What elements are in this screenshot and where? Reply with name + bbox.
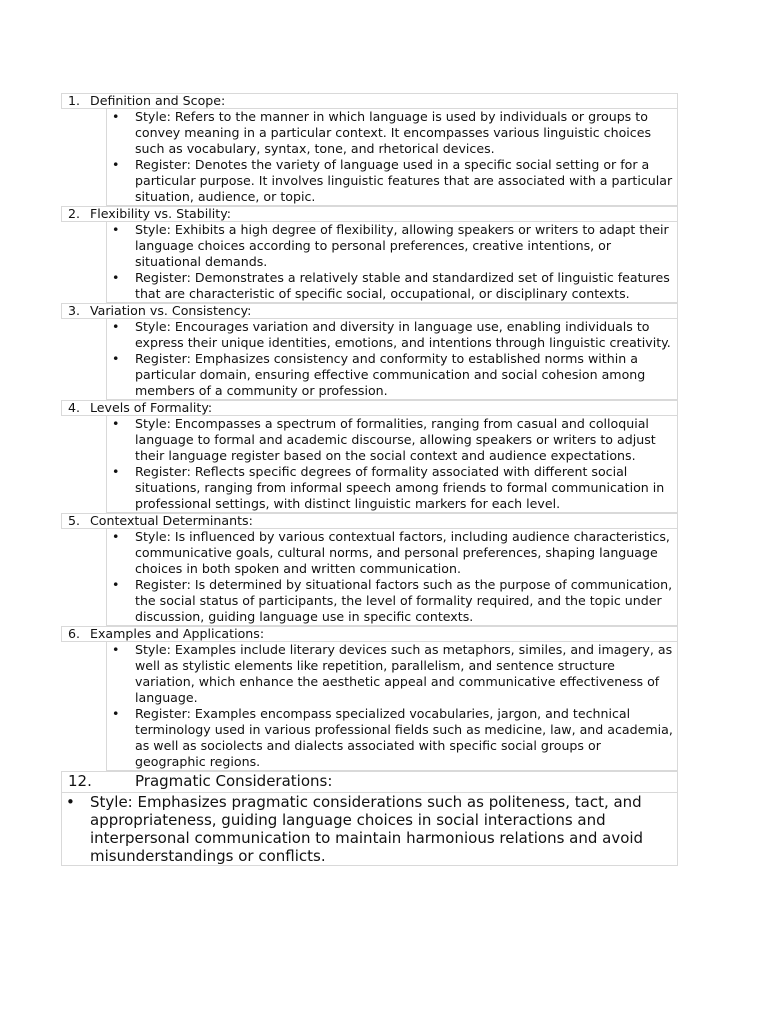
bullet-icon: •	[112, 642, 120, 657]
section-number: 2.	[68, 206, 81, 221]
list-item-text: Style: Encompasses a spectrum of formalities, ranging from casual and colloquial language to formal and academic discourse, allowing speakers or writers to adjust their language register based on the social context and audience expectations.	[135, 416, 656, 463]
list-item	[107, 706, 677, 770]
list-item-text: Style: Refers to the manner in which language is used by individuals or groups to convey meaning in a particular context. It encompasses various linguistic choices such as vocabulary, syntax, tone, and rhetorical devices.	[135, 109, 652, 156]
list-item-text: Style: Exhibits a high degree of flexibility, allowing speakers or writers to adapt their language choices according to personal preferences, creative intentions, or situational demands.	[135, 222, 669, 269]
document-body	[61, 93, 678, 866]
list-item-text: Register: Is determined by situational factors such as the purpose of communication, the social status of participants, the level of formality required, and the topic under discussion, guiding language use in specific contexts.	[135, 577, 673, 624]
section-heading	[61, 93, 678, 109]
list-item-text: Style: Encourages variation and diversity in language use, enabling individuals to express their unique identities, emotions, and intentions through linguistic creativity.	[135, 319, 671, 350]
section-title: Contextual Determinants:	[90, 513, 253, 528]
section-number: 6.	[68, 626, 81, 641]
list-item	[107, 529, 677, 577]
section-number: 12.	[68, 772, 92, 790]
section-number: 4.	[68, 400, 81, 415]
list-item-text: Register: Examples encompass specialized vocabularies, jargon, and technical terminology used in various professional fields such as medicine, law, and academia, as well as sociolects and dialects associated with specific social groups or geographic regions.	[135, 706, 673, 769]
section-heading	[61, 400, 678, 416]
section-number: 3.	[68, 303, 81, 318]
section-title: Variation vs. Consistency:	[90, 303, 252, 318]
bullet-icon: •	[112, 351, 120, 366]
list-item-text: Style: Is influenced by various contextual factors, including audience characteristics, communicative goals, cultural norms, and personal preferences, shaping language choices in both spoken and written communication.	[135, 529, 670, 576]
list-item-text: Register: Denotes the variety of language used in a specific social setting or for a particular purpose. It involves linguistic features that are associated with a particular situation, audience, or topic.	[135, 157, 673, 204]
bullet-icon: •	[112, 416, 120, 431]
list-item	[107, 157, 677, 205]
section-title: Pragmatic Considerations:	[135, 772, 333, 790]
bullet-icon: •	[112, 529, 120, 544]
list-item	[107, 464, 677, 512]
list-item	[107, 351, 677, 399]
section-title: Definition and Scope:	[90, 93, 226, 108]
bullet-icon: •	[112, 157, 120, 172]
section-title: Levels of Formality:	[90, 400, 213, 415]
bullet-icon: •	[66, 793, 75, 811]
bullet-list	[106, 109, 678, 206]
list-item	[107, 577, 677, 625]
bullet-icon: •	[112, 222, 120, 237]
list-item	[107, 416, 677, 464]
bullet-list	[106, 642, 678, 771]
list-item	[107, 222, 677, 270]
list-item	[107, 109, 677, 157]
section-number: 1.	[68, 93, 81, 108]
list-item-text: Register: Reflects specific degrees of formality associated with different social situations, ranging from informal speech among friends to formal communication in professional settings, with distinct linguistic markers for each level.	[135, 464, 665, 511]
bullet-list	[106, 319, 678, 400]
section-heading	[61, 513, 678, 529]
section-heading	[61, 303, 678, 319]
section-title: Examples and Applications:	[90, 626, 265, 641]
bullet-icon: •	[112, 319, 120, 334]
bullet-icon: •	[112, 706, 120, 721]
bullet-list	[106, 529, 678, 626]
list-item-text: Register: Demonstrates a relatively stable and standardized set of linguistic features that are characteristic of specific social, occupational, or disciplinary contexts.	[135, 270, 670, 301]
list-item	[107, 642, 677, 706]
bullet-icon: •	[112, 270, 120, 285]
list-item	[62, 793, 677, 865]
section-title: Flexibility vs. Stability:	[90, 206, 231, 221]
bullet-icon: •	[112, 109, 120, 124]
list-item-text: Style: Emphasizes pragmatic considerations such as politeness, tact, and appropriateness, guiding language choices in social interactions and interpersonal communication to maintain harmonious relations and avoid misunderstandings or conflicts.	[90, 793, 644, 865]
list-item-text: Style: Examples include literary devices such as metaphors, similes, and imagery, as well as stylistic elements like repetition, parallelism, and sentence structure variation, which enhance the aesthetic appeal and communicative effectiveness of language.	[135, 642, 673, 705]
bullet-icon: •	[112, 577, 120, 592]
list-item-text: Register: Emphasizes consistency and conformity to established norms within a particular domain, ensuring effective communication and social cohesion among members of a community or profession.	[135, 351, 646, 398]
bullet-list	[106, 222, 678, 303]
list-item	[107, 319, 677, 351]
section-heading	[61, 771, 678, 793]
section-heading	[61, 206, 678, 222]
section-number: 5.	[68, 513, 81, 528]
section-heading	[61, 626, 678, 642]
bullet-list	[106, 416, 678, 513]
list-item	[107, 270, 677, 302]
bullet-icon: •	[112, 464, 120, 479]
bullet-list	[61, 793, 678, 866]
